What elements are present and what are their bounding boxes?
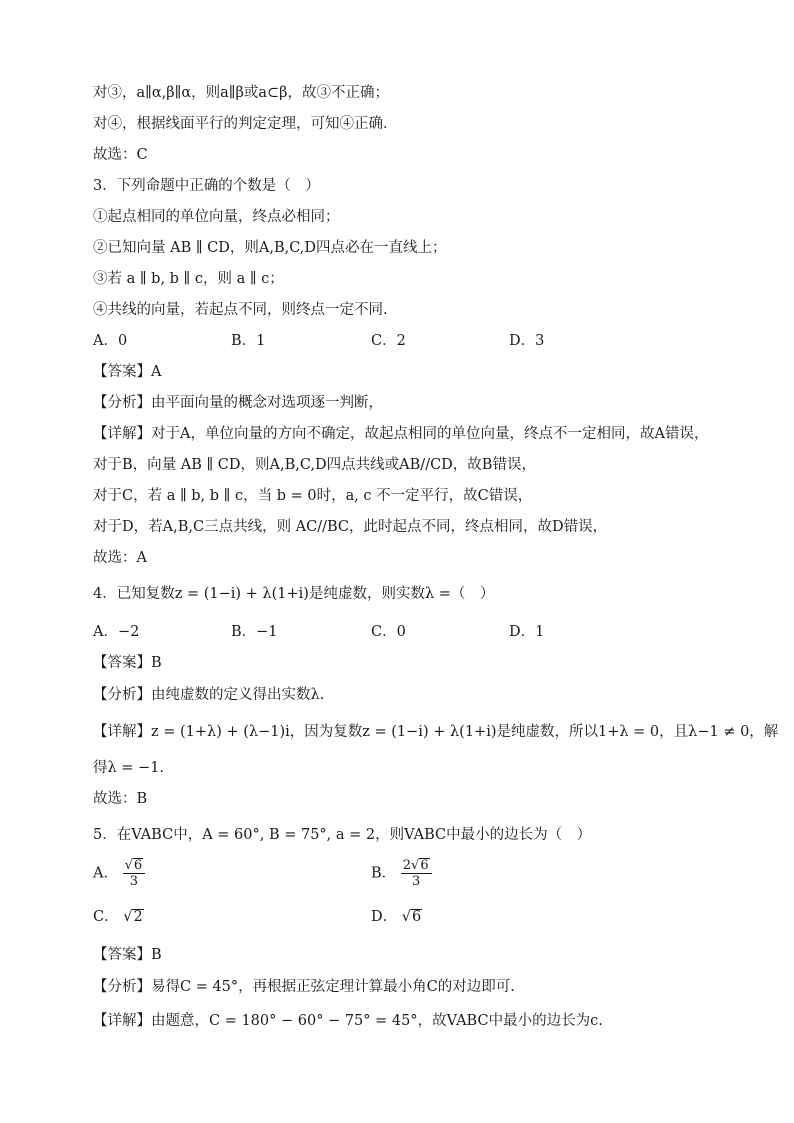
q5-option-c: C． √2 — [93, 909, 143, 925]
question-5-stem: 5．在VABC中，A = 60°, B = 75°, a = 2，则VABC中最小的边长为（ ） — [93, 827, 592, 843]
radicand: 6 — [133, 858, 143, 873]
q5-option-d: D． √6 — [371, 909, 422, 925]
q5-option-b — [371, 858, 432, 889]
detail-line: 【详解】由题意，C = 180° − 60° − 75° = 45°，故VABC中最小的边长为c. — [93, 1013, 603, 1029]
q5-option-a — [93, 858, 145, 889]
text-line: ④共线的向量，若起点不同，则终点一定不同. — [93, 302, 388, 318]
option-label: C． — [93, 909, 119, 925]
radicand: 6 — [420, 858, 429, 873]
text-line: ③若 a ∥ b, b ∥ c，则 a ∥ c； — [93, 271, 284, 287]
analysis-line: 【分析】由平面向量的概念对选项逐一判断， — [93, 395, 383, 411]
text-line: 对③，a∥α,β∥α，则a∥β或a⊂β，故③不正确； — [93, 85, 390, 101]
text-line: 得λ = −1. — [93, 760, 165, 776]
denominator: 3 — [129, 874, 139, 889]
answer-label: 【答案】B — [93, 947, 162, 963]
q4-option-b: B．−1 — [231, 624, 278, 640]
q4-option-c: C．0 — [371, 624, 406, 640]
analysis-line: 【分析】易得C = 45°，再根据正弦定理计算最小角C的对边即可. — [93, 979, 515, 995]
question-4-stem: 4．已知复数z = (1−i) + λ(1+i)是纯虚数，则实数λ =（ ） — [93, 586, 495, 602]
fraction: $\frac{2√6}{3}$ — [401, 858, 432, 889]
option-label: B． — [371, 865, 397, 882]
text-line: 故选：B — [93, 791, 148, 807]
q4-option-d: D．1 — [509, 624, 545, 640]
q3-option-a: A．0 — [93, 333, 128, 349]
denominator: 3 — [412, 874, 421, 889]
q4-option-a: A．−2 — [93, 624, 140, 640]
radicand: 6 — [412, 909, 422, 925]
analysis-line: 【分析】由纯虚数的定义得出实数λ. — [93, 687, 325, 703]
q3-option-d: D．3 — [509, 333, 545, 349]
q3-option-c: C．2 — [371, 333, 406, 349]
text-line: 对于B，向量 AB ∥ CD，则A,B,C,D四点共线或AB//CD，故B错误， — [93, 457, 536, 473]
text-line: 故选：C — [93, 147, 148, 163]
option-label: A． — [93, 865, 118, 882]
detail-line: 【详解】z = (1+λ) + (λ−1)i，因为复数z = (1−i) + λ(1+i)是纯虚数，所以1+λ = 0，且λ−1 ≠ 0，解 — [93, 724, 779, 740]
coefficient: 2 — [402, 858, 412, 873]
text-line: ①起点相同的单位向量，终点必相同； — [93, 209, 340, 225]
q3-option-b: B．1 — [231, 333, 266, 349]
radicand: 2 — [133, 909, 143, 925]
question-3-stem: 3．下列命题中正确的个数是（ ） — [93, 178, 320, 194]
detail-line: 【详解】对于A，单位向量的方向不确定，故起点相同的单位向量，终点不一定相同，故A错误， — [93, 426, 709, 442]
answer-label: 【答案】A — [93, 364, 162, 380]
text-line: 对④，根据线面平行的判定定理，可知④正确． — [93, 116, 398, 132]
text-line: 故选：A — [93, 550, 147, 566]
text-line: ②已知向量 AB ∥ CD，则A,B,C,D四点必在一直线上； — [93, 240, 447, 256]
fraction: $\frac{√6}{3}$ — [123, 858, 146, 889]
text-line: 对于C，若 a ∥ b, b ∥ c，当 b = 0时，a, c 不一定平行，故C错误， — [93, 488, 533, 504]
answer-label: 【答案】B — [93, 655, 162, 671]
text-line: 对于D，若A,B,C三点共线，则 AC//BC，此时起点不同，终点相同，故D错误， — [93, 519, 608, 535]
option-label: D． — [371, 909, 398, 925]
